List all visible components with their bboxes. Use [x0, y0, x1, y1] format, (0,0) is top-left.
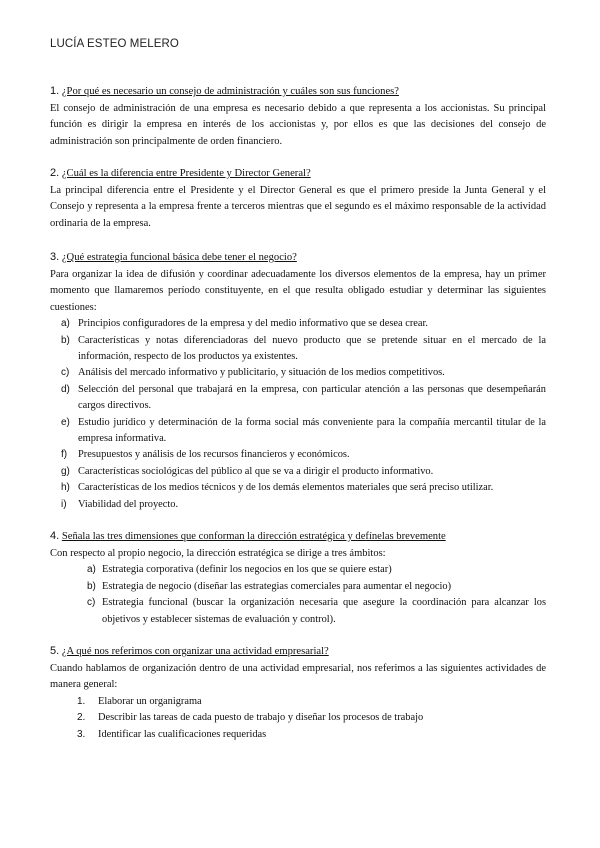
question-text: ¿Cuál es la diferencia entre Presidente y Director General? — [61, 168, 311, 179]
question-text: ¿Por qué es necesario un consejo de administración y cuáles son sus funciones? — [61, 86, 399, 97]
list-item — [50, 447, 546, 463]
list-marker: b) — [61, 334, 70, 346]
list-item-text: Características de los medios técnicos y de los demás elementos materiales que será preciso utilizar. — [78, 482, 494, 494]
list-marker: e) — [61, 416, 70, 428]
question-number: 4. — [50, 530, 60, 542]
list-item — [50, 480, 546, 496]
list-item — [50, 562, 546, 578]
question-number: 3. — [50, 251, 60, 263]
list-item-text: Estrategia funcional (buscar la organización necesaria que asegure la coordinación para alcanzar los objetivos y establecer sistemas de evaluación y control). — [102, 597, 546, 625]
dimensions-list — [50, 562, 546, 628]
question-text: Señala las tres dimensiones que conforman la dirección estratégica y defínelas brevemente — [61, 531, 446, 542]
list-marker: c) — [61, 367, 70, 379]
list-marker: 2. — [77, 712, 86, 724]
list-marker: f) — [61, 449, 68, 461]
list-item — [50, 333, 546, 366]
list-item-text: Características sociológicas del público al que se va a dirigir el producto informativo. — [78, 465, 434, 477]
section-2 — [50, 165, 546, 232]
list-marker: b) — [87, 580, 96, 592]
list-item-text: Describir las tareas de cada puesto de trabajo y diseñar los procesos de trabajo — [98, 712, 424, 724]
list-item-text: Viabilidad del proyecto. — [78, 498, 179, 510]
list-item — [50, 694, 546, 710]
list-item — [50, 727, 546, 743]
answer-paragraph: El consejo de administración de una empresa es necesario debido a que representa a los accionistas. Su principal función es dirigir la empresa en interés de los accionistas y, por ellos es que las decisiones del consejo de administración son principalmente de orden financiero. — [50, 103, 546, 147]
list-marker: 1. — [77, 695, 86, 707]
list-item-text: Selección del personal que trabajará en la empresa, con particular atención a las personas que desempeñarán cargos directivos. — [78, 383, 546, 412]
question-number: 5. — [50, 645, 60, 657]
list-item — [50, 710, 546, 726]
author-name: LUCÍA ESTEO MELERO — [50, 38, 179, 50]
list-item — [50, 415, 546, 448]
answer-paragraph: Cuando hablamos de organización dentro de una actividad empresarial, nos referimos a las siguientes actividades de manera general: — [50, 663, 546, 691]
list-item-text: Estrategia corporativa (definir los negocios en los que se quiere estar) — [102, 564, 392, 576]
question-heading — [50, 528, 546, 545]
question-heading — [50, 83, 546, 100]
list-item-text: Análisis del mercado informativo y publicitario, y situación de los medios competitivos. — [78, 367, 445, 379]
list-item-text: Identificar las cualificaciones requeridas — [98, 728, 267, 740]
answer-paragraph: Con respecto al propio negocio, la dirección estratégica se dirige a tres ámbitos: — [50, 548, 386, 559]
list-item — [50, 382, 546, 415]
list-item-text: Características y notas diferenciadoras del nuevo producto que se pretende situar en el mercado de la información, respecto de los productos ya existentes. — [78, 334, 546, 363]
question-number: 1. — [50, 85, 60, 97]
list-item-text: Estudio jurídico y determinación de la forma social más conveniente para la compañía mercantil titular de la empresa informativa. — [78, 416, 546, 445]
activities-list — [50, 694, 546, 743]
question-text: ¿A qué nos referimos con organizar una actividad empresarial? — [61, 646, 329, 657]
list-item — [50, 464, 546, 480]
question-text: ¿Qué estrategia funcional básica debe tener el negocio? — [61, 252, 297, 263]
list-item-text: Estrategia de negocio (diseñar las estrategias comerciales para aumentar el negocio) — [102, 580, 452, 592]
list-item — [50, 316, 546, 332]
considerations-list — [50, 316, 546, 513]
list-marker: i) — [61, 498, 67, 510]
section-1 — [50, 83, 546, 150]
answer-paragraph: La principal diferencia entre el Presidente y el Director General es que el primero preside la Junta General y el Consejo y representa a la empresa frente a terceros mientras que el segundo es el máximo responsable de la actividad ordinaria de la empresa. — [50, 185, 546, 229]
list-marker: h) — [61, 482, 70, 494]
list-item — [50, 595, 546, 628]
list-item — [50, 579, 546, 595]
section-4 — [50, 528, 546, 628]
list-item-text: Presupuestos y análisis de los recursos financieros y económicos. — [78, 449, 350, 461]
list-item — [50, 365, 546, 381]
question-heading — [50, 643, 546, 660]
list-marker: d) — [61, 383, 70, 395]
question-heading — [50, 165, 546, 182]
question-number: 2. — [50, 167, 60, 179]
list-item — [50, 497, 546, 513]
list-marker: a) — [87, 564, 96, 576]
list-item-text: Principios configuradores de la empresa y del medio informativo que se desea crear. — [78, 318, 428, 330]
list-marker: g) — [61, 465, 70, 477]
section-5 — [50, 643, 546, 743]
question-heading — [50, 249, 546, 266]
list-item-text: Elaborar un organigrama — [98, 695, 202, 707]
list-marker: 3. — [77, 728, 86, 740]
answer-paragraph: Para organizar la idea de difusión y coordinar adecuadamente los diversos elementos de la empresa, hay un primer momento que llamaremos período constituyente, en el que resulta obligado estudiar y determinar las siguientes cuestiones: — [50, 269, 546, 313]
list-marker: c) — [87, 597, 96, 609]
list-marker: a) — [61, 318, 70, 330]
section-3 — [50, 249, 546, 513]
